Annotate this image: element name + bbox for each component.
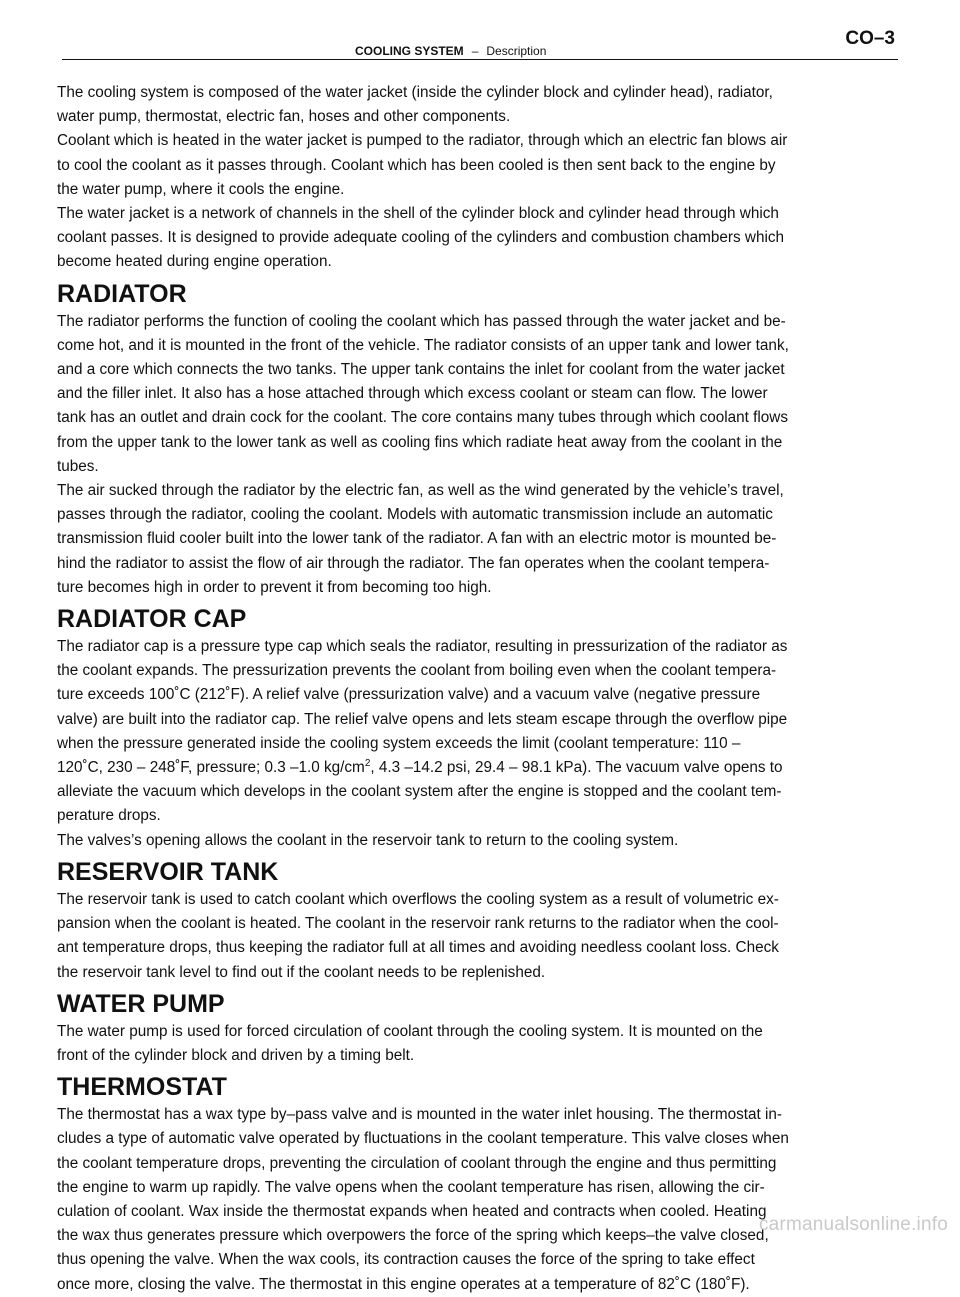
section-title-reservoir-tank: RESERVOIR TANK <box>57 857 279 886</box>
header-section: Description <box>486 44 547 58</box>
radiator-cap-paragraph <box>57 635 905 829</box>
thermostat-paragraph: The thermostat has a wax type by–pass valve and is mounted in the water inlet housing. The thermostat in- cludes a type of automatic valve operated by fluctuations in the coolant temperature. This valve closes when the coolant temperature drops, preventing the circulation of coolant through the engine and thus permitting the engine to warm up rapidly. The valve opens when the coolant temperature has risen, allowing the cir- culation of coolant. Wax inside the thermostat expands when heated and contracts when cooled. Heating the wax thus generates pressure which overpowers the force of the spring which keeps–the valve closed, thus opening the valve. When the wax cools, its contraction causes the force of the spring to take effect once more, closing the valve. The thermostat in this engine operates at a temperature of 82˚C (180˚F). <box>57 1106 789 1293</box>
running-header <box>355 44 546 58</box>
radiator-cap-text-a: The radiator cap is a pressure type cap which seals the radiator, resulting in pressurization of the radiator as the coolant expands. The pressurization prevents the coolant from boiling even when the coolant tempera- ture exceeds 100˚C (212˚F). A relief valve (pressurization valve) and a vacuum valve (negative pressure valve) are built into the radiator cap. The relief valve opens and lets steam escape through the overflow pipe when the pressure generated inside the cooling system exceeds the limit (coolant temperature: 110 – 120˚C, 230 – 248˚F, pressure; 0.3 –1.0 kg/cm <box>57 638 788 777</box>
intro-paragraph: Coolant which is heated in the water jacket is pumped to the radiator, through which an electric fan blows air to cool the coolant as it passes through. Coolant which has been cooled is then sent back to the engine by the water pump, where it cools the engine. <box>57 132 788 198</box>
section-title-radiator: RADIATOR <box>57 279 187 308</box>
water-pump-paragraph: The water pump is used for forced circulation of coolant through the cooling system. It is mounted on the front of the cylinder block and driven by a timing belt. <box>57 1022 763 1064</box>
intro-paragraph: The water jacket is a network of channels in the shell of the cylinder block and cylinder head through which coolant passes. It is designed to provide adequate cooling of the cylinders and combustion chambers which become heated during engine operation. <box>57 205 785 271</box>
radiator-cap-paragraph-2: The valves’s opening allows the coolant in the reservoir tank to return to the cooling system. <box>57 831 679 849</box>
radiator-paragraph: The radiator performs the function of cooling the coolant which has passed through the water jacket and be- come hot, and it is mounted in the front of the vehicle. The radiator consists of an upper tank and lower tank, and a core which connects the two tanks. The upper tank contains the inlet for coolant from the water jacket and the filler inlet. It also has a hose attached through which excess coolant or steam can flow. The lower tank has an outlet and drain cock for the coolant. The core contains many tubes through which coolant flows from the upper tank to the lower tank as well as cooling fins which radiate heat away from the coolant in the tubes. <box>57 312 789 475</box>
page-number: CO–3 <box>845 28 895 49</box>
radiator-cap-text-b: , 4.3 –14.2 psi, 29.4 – 98.1 kPa). The vacuum valve opens to alleviate the vacuum which develops in the coolant system after the engine is stopped and the coolant tem- perature drops. <box>57 759 783 825</box>
header-system: COOLING SYSTEM <box>355 44 464 58</box>
reservoir-tank-paragraph: The reservoir tank is used to catch coolant which overflows the cooling system as a result of volumetric ex- pansion when the coolant is heated. The coolant in the reservoir rank returns to the radiator when the cool- ant temperature drops, thus keeping the radiator full at all times and avoiding needless coolant loss. Check the reservoir tank level to find out if the coolant needs to be replenished. <box>57 890 779 981</box>
header-separator: – <box>471 44 479 58</box>
intro-paragraph: The cooling system is composed of the water jacket (inside the cylinder block and cylinder head), radiator, water pump, thermostat, electric fan, hoses and other components. <box>57 84 773 126</box>
page-header <box>0 0 960 64</box>
header-rule <box>62 59 898 60</box>
radiator-paragraph: The air sucked through the radiator by the electric fan, as well as the wind generated by the vehicle’s travel, passes through the radiator, cooling the coolant. Models with automatic transmission include an automatic transmission fluid cooler built into the lower tank of the radiator. A fan with an electric motor is mounted be- hind the radiator to assist the flow of air through the radiator. The fan operates when the coolant tempera- ture becomes high in order to prevent it from becoming too high. <box>57 482 784 596</box>
watermark: carmanualsonline.info <box>758 1214 948 1235</box>
document-body <box>57 81 905 1297</box>
section-title-water-pump: WATER PUMP <box>57 989 225 1018</box>
superscript-two: 2 <box>364 758 371 770</box>
section-title-thermostat: THERMOSTAT <box>57 1073 227 1102</box>
section-title-radiator-cap: RADIATOR CAP <box>57 605 247 634</box>
